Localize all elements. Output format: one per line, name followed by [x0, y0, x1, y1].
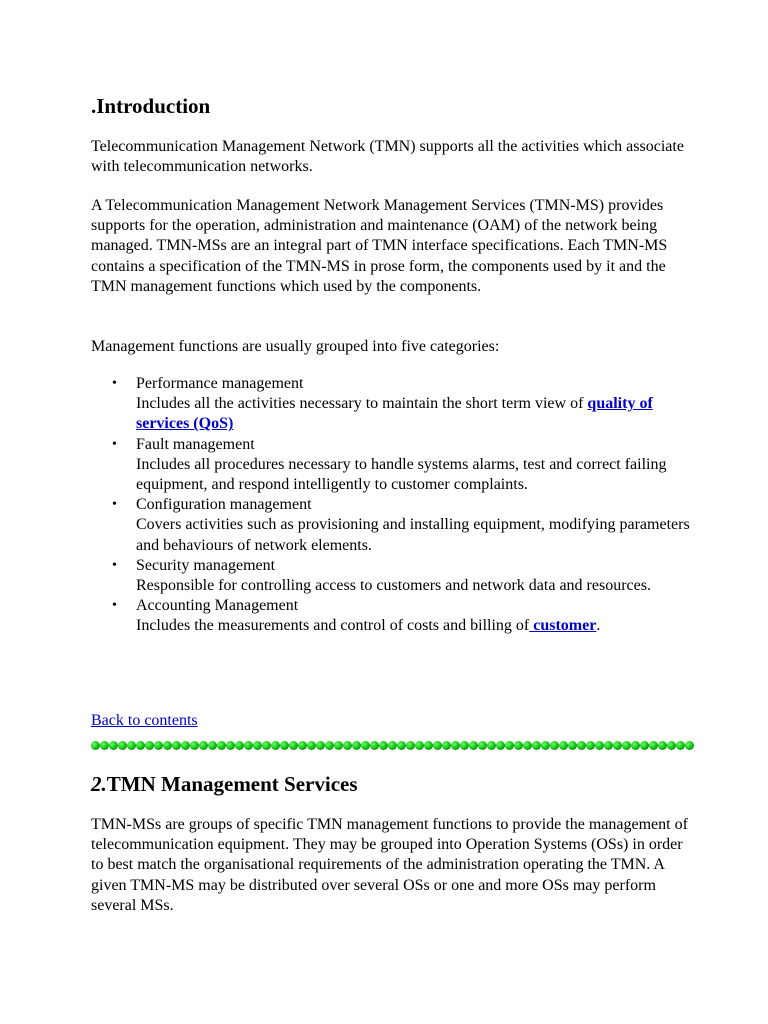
divider-dot	[640, 741, 649, 750]
divider-dot	[316, 741, 325, 750]
list-item-accounting	[91, 596, 691, 636]
divider-dot	[271, 741, 280, 750]
list-item-performance	[91, 374, 691, 435]
category-description: Includes all procedures necessary to handle systems alarms, test and correct failing equipment, and respond intelligently to customer complaints.	[136, 455, 667, 494]
introduction-heading: .Introduction	[91, 94, 211, 118]
management-categories-list	[91, 374, 691, 637]
divider-dot	[334, 741, 343, 750]
divider-dot	[424, 741, 433, 750]
category-title: Configuration management	[136, 496, 312, 514]
divider-dot	[181, 741, 190, 750]
divider-dot	[370, 741, 379, 750]
divider-dot	[505, 741, 514, 750]
divider-dot	[586, 741, 595, 750]
category-title: Performance management	[136, 375, 304, 392]
divider-dot	[190, 741, 199, 750]
divider-dot	[253, 741, 262, 750]
divider-dot	[622, 741, 631, 750]
divider-dot	[649, 741, 658, 750]
divider-dot	[532, 741, 541, 750]
divider-dot	[163, 741, 172, 750]
divider-dot	[613, 741, 622, 750]
divider-dot	[523, 741, 532, 750]
divider-dot	[172, 741, 181, 750]
section-2-paragraph: TMN-MSs are groups of specific TMN management functions to provide the management of telecommunication equipment. They may be grouped into Operation Systems (OSs) in order to best match the organisational requirements of the administration operating the TMN. A given TMN-MS may be distributed over several OSs or one and more OSs may perform several MSs.	[91, 816, 688, 914]
category-description: Includes the measurements and control of costs and billing of customer.	[136, 617, 601, 635]
divider-dot	[631, 741, 640, 750]
bullet-icon: •	[112, 436, 117, 452]
divider-dot	[235, 741, 244, 750]
bullet-icon: •	[112, 598, 117, 614]
divider-dot	[361, 741, 370, 750]
section-2-heading	[91, 772, 358, 796]
divider-dot	[343, 741, 352, 750]
intro-paragraph-tmn: Telecommunication Management Network (TMN) supports all the activities which associate with telecommunication networks.	[91, 138, 684, 176]
divider-dot	[541, 741, 550, 750]
bullet-icon: •	[112, 497, 117, 513]
divider-dot	[127, 741, 136, 750]
divider-dot	[442, 741, 451, 750]
divider-dot	[559, 741, 568, 750]
divider-dot	[469, 741, 478, 750]
divider-dot	[136, 741, 145, 750]
divider-dot	[118, 741, 127, 750]
bullet-icon: •	[112, 557, 117, 573]
divider-dot	[595, 741, 604, 750]
section-number: 2.	[91, 772, 107, 796]
divider-dot	[280, 741, 289, 750]
divider-dot	[460, 741, 469, 750]
divider-dot	[100, 741, 109, 750]
divider-dot	[667, 741, 676, 750]
divider-dot	[379, 741, 388, 750]
divider-dot	[568, 741, 577, 750]
divider-dot	[325, 741, 334, 750]
divider-dot	[91, 741, 100, 750]
divider-dot	[496, 741, 505, 750]
category-description: Responsible for controlling access to customers and network data and resources.	[136, 577, 651, 595]
divider-dot	[658, 741, 667, 750]
divider-dot	[415, 741, 424, 750]
divider-dot	[352, 741, 361, 750]
divider-dot	[307, 741, 316, 750]
divider-dot	[604, 741, 613, 750]
customer-link[interactable]: customer	[529, 617, 597, 635]
divider-dot	[244, 741, 253, 750]
divider-dot	[514, 741, 523, 750]
divider-dot	[145, 741, 154, 750]
divider-dot	[208, 741, 217, 750]
divider-dot	[262, 741, 271, 750]
divider-dot	[478, 741, 487, 750]
intro-paragraph-tmn-ms: A Telecommunication Management Network Management Services (TMN-MS) provides supports for the operation, administration and maintenance (OAM) of the network being managed. TMN-MSs are an integral part of TMN interface specifications. Each TMN-MS contains a specification of the TMN-MS in prose form, the components used by it and the TMN management functions which used by the components.	[91, 197, 668, 295]
divider-dot	[199, 741, 208, 750]
category-description: Includes all the activities necessary to maintain the short term view of quality of services (QoS)	[136, 395, 653, 433]
divider-dot	[676, 741, 685, 750]
divider-dot	[433, 741, 442, 750]
divider-dot	[226, 741, 235, 750]
divider-dot	[298, 741, 307, 750]
green-dot-divider	[91, 741, 696, 751]
divider-dot	[397, 741, 406, 750]
intro-paragraph-categories: Management functions are usually grouped into five categories:	[91, 338, 500, 355]
divider-dot	[487, 741, 496, 750]
divider-dot	[217, 741, 226, 750]
divider-dot	[289, 741, 298, 750]
list-item-configuration	[91, 495, 691, 556]
divider-dot	[550, 741, 559, 750]
category-title: Fault management	[136, 435, 255, 453]
divider-dot	[406, 741, 415, 750]
divider-dot	[109, 741, 118, 750]
divider-dot	[685, 741, 694, 750]
divider-dot	[577, 741, 586, 750]
list-item-fault	[91, 435, 691, 496]
category-description: Covers activities such as provisioning and installing equipment, modifying parameters and behaviours of network elements.	[136, 516, 690, 554]
category-title: Accounting Management	[136, 597, 299, 615]
back-to-contents-link[interactable]: Back to contents	[91, 712, 198, 729]
divider-dot	[451, 741, 460, 750]
list-item-security	[91, 556, 691, 596]
bullet-icon: •	[112, 376, 117, 391]
divider-dot	[388, 741, 397, 750]
section-title: TMN Management Services	[106, 772, 358, 796]
divider-dot	[154, 741, 163, 750]
qos-link[interactable]: quality of services (QoS)	[136, 395, 653, 433]
category-title: Security management	[136, 556, 276, 574]
